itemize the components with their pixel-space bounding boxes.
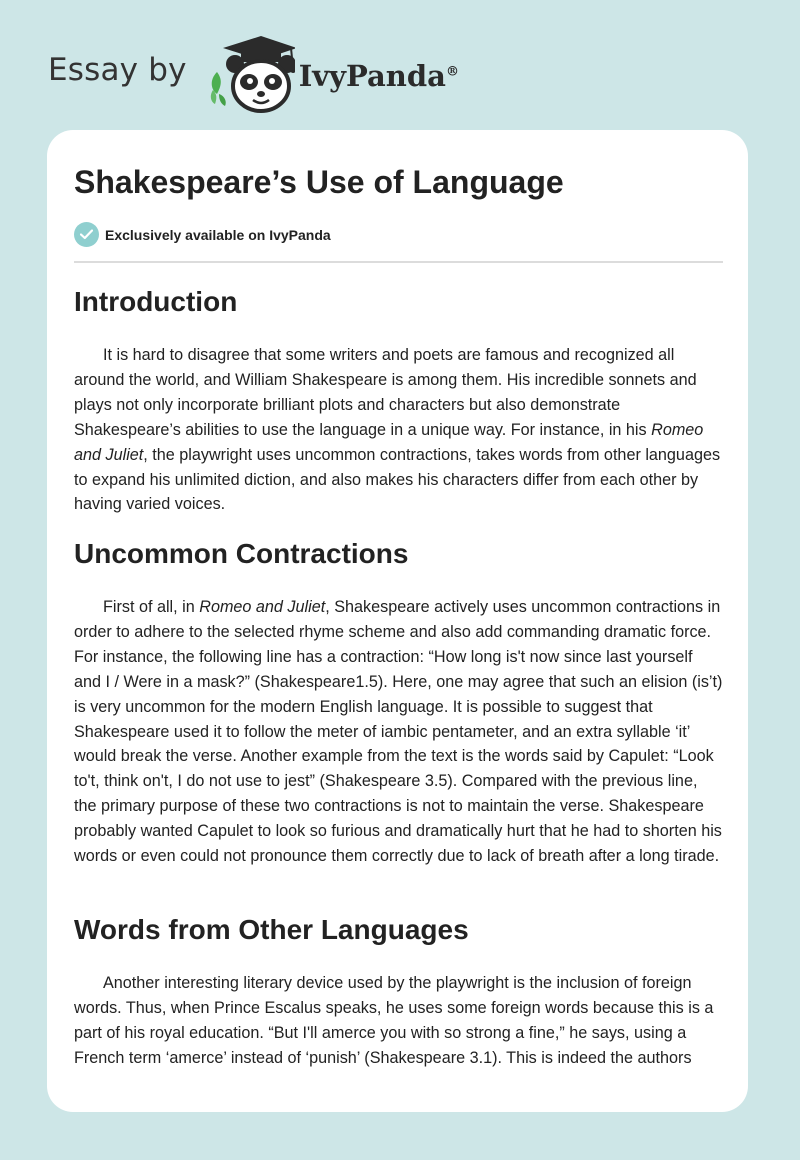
foreign-words-paragraph	[74, 971, 723, 1071]
italic-title: Romeo and Juliet	[199, 598, 326, 616]
section-heading-uncommon-contractions: Uncommon Contractions	[74, 538, 409, 569]
introduction-paragraph	[74, 343, 723, 517]
paragraph-text: Another interesting literary device used by the playwright is the inclusion of foreign words. Thus, when Prince Escalus speaks, he uses some foreign words because this is a part of his royal education. “But I'll amerce you with so strong a fine,” he says, using a French term ‘amerce’ instead of ‘punish’ (Shakespeare 3.1). This is indeed the authors	[74, 974, 714, 1067]
paragraph-text: It is hard to disagree that some writers and poets are famous and recognized all around the world, and William Shakespeare is among them. His incredible sonnets and plays not only incorporate brilliant plots and characters but also demonstrate Shakespeare’s abilities to use the language in a unique way. For instance, in his	[74, 346, 697, 439]
registered-mark: ®	[445, 64, 459, 80]
ivypanda-logo[interactable]	[203, 34, 459, 114]
section-heading-words-from-other-languages: Words from Other Languages	[74, 914, 469, 945]
brand-text: IvyPanda	[298, 59, 446, 93]
article-card	[47, 130, 748, 1112]
paragraph-text: First of all, in	[103, 598, 200, 616]
paragraph-text: , the playwright uses uncommon contractions, takes words from other languages to expand his unlimited diction, and also makes his characters differ from each other by having varied voices.	[74, 445, 721, 514]
section-heading-introduction: Introduction	[74, 286, 238, 317]
check-circle-icon	[74, 222, 99, 247]
panda-logo-icon	[203, 34, 295, 114]
site-header	[48, 34, 459, 114]
paragraph-text: , Shakespeare actively uses uncommon contractions in order to adhere to the selected rhyme scheme and also add commanding dramatic force. For instance, the following line has a contraction: “How long is't now since last yourself and I / Were in a mask?” (Shakespeare1.5). Here, one may agree that such an elision (is’t) is very uncommon for the modern English language. It is possible to suggest that Shakespeare used it to follow the meter of iambic pentameter, and an extra syllable ‘it’ would break the verse. Another example from the text is the words said by Capulet: “Look to't, think on't, I do not use to jest” (Shakespeare 3.5). Compared with the previous line, the primary purpose of these two contractions is not to maintain the verse. Shakespeare probably wanted Capulet to look so furious and dramatically hurt that he had to shorten his words or even could not pronounce them correctly due to lack of breath after a long tirade.	[74, 598, 723, 866]
badge-label: Exclusively available on IvyPanda	[105, 226, 331, 243]
divider	[74, 261, 723, 263]
exclusive-badge	[74, 222, 331, 247]
italic-title: Romeo and Juliet	[74, 420, 704, 464]
brand-name	[299, 59, 459, 93]
essay-by-label: Essay by	[48, 52, 187, 88]
contractions-paragraph	[74, 595, 723, 869]
article-title: Shakespeare’s Use of Language	[74, 164, 564, 200]
